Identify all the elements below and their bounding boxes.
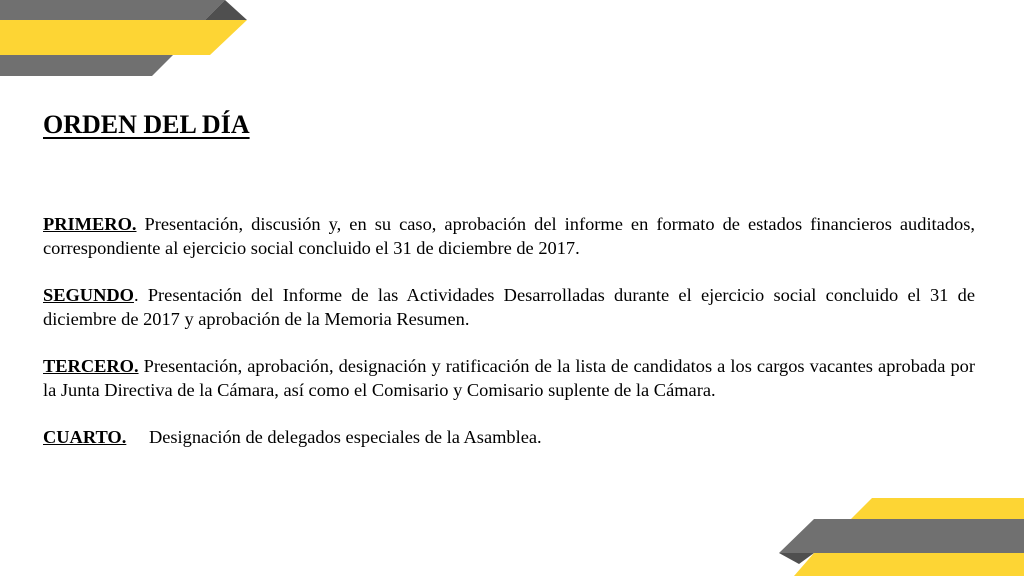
top-left-stripes-decoration xyxy=(0,0,250,78)
agenda-item-segundo xyxy=(43,283,975,331)
top-gray-stripe xyxy=(0,0,225,20)
bottom-gray-stripe xyxy=(779,519,1024,553)
bottom-yellow-lower-stripe xyxy=(794,553,1024,576)
agenda-item-text: Designación de delegados especiales de la Asamblea. xyxy=(148,427,542,447)
agenda-item-label: CUARTO. xyxy=(43,427,127,447)
agenda-item-text: Presentación del Informe de las Actividades Desarrolladas durante el ejercicio social concluido el 31 de diciembre de 2017 y aprobación de la Memoria Resumen. xyxy=(43,285,975,329)
bottom-yellow-upper-stripe xyxy=(851,498,1024,519)
agenda-item-text: Presentación, aprobación, designación y ratificación de la lista de candidatos a los cargos vacantes aprobada por la Junta Directiva de la Cámara, así como el Comisario y Comisario suplente de la Cámara. xyxy=(43,356,975,400)
agenda-item-tercero xyxy=(43,354,975,402)
agenda-item-label-suffix: . xyxy=(133,285,139,305)
agenda-item-label: PRIMERO. xyxy=(43,214,137,234)
agenda-item-label: TERCERO. xyxy=(43,356,139,376)
page-title: ORDEN DEL DÍA xyxy=(43,110,250,139)
agenda-item-label: SEGUNDO xyxy=(43,285,134,305)
agenda-list xyxy=(43,212,975,472)
agenda-item-text: Presentación, discusión y, en su caso, aprobación del informe en formato de estados financieros auditados, correspondiente al ejercicio social concluido el 31 de diciembre de 2017. xyxy=(43,214,975,258)
top-yellow-stripe xyxy=(0,20,247,55)
agenda-item-primero xyxy=(43,212,975,260)
bottom-right-stripes-decoration xyxy=(774,498,1024,576)
agenda-item-cuarto xyxy=(43,425,975,449)
top-gray-lower-stripe xyxy=(0,55,173,76)
